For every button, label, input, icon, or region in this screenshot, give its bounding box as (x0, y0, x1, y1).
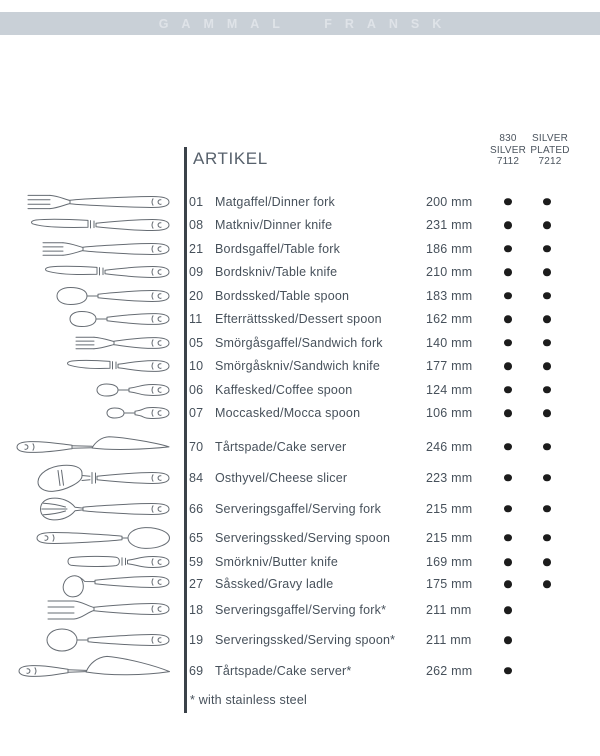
article-number: 20 (189, 288, 204, 303)
cell-silver-plated (535, 222, 559, 230)
colhead-line: PLATED (530, 144, 570, 156)
cell-silver-plated (535, 474, 559, 482)
article-length: 124 mm (426, 382, 473, 397)
cell-silver-plated (535, 386, 559, 394)
article-length: 262 mm (426, 663, 473, 678)
article-name: Tårtspade/Cake server (215, 439, 347, 454)
article-length: 211 mm (426, 603, 472, 617)
cake-server-icon (14, 432, 172, 462)
cell-silver-plated (535, 410, 559, 418)
article-name: Smörgåskniv/Sandwich knife (215, 359, 380, 374)
article-number: 65 (189, 530, 204, 545)
cell-silver-plated (535, 443, 559, 451)
availability-dot (504, 474, 512, 482)
article-number: 09 (189, 265, 204, 280)
cell-830-silver (496, 269, 520, 277)
table-row (0, 655, 600, 686)
cutlery-illustration (0, 493, 172, 524)
serving-fork-icon (37, 494, 172, 524)
table-row (0, 355, 600, 379)
cutlery-illustration (0, 655, 172, 686)
availability-dot (543, 580, 551, 588)
article-name: Matgaffel/Dinner fork (215, 194, 335, 209)
article-length: 186 mm (426, 241, 473, 256)
availability-dot (504, 316, 512, 324)
availability-dot (543, 339, 551, 347)
cell-830-silver (496, 292, 520, 300)
availability-dot (504, 580, 512, 588)
colhead-line: SILVER (531, 133, 569, 144)
article-number: 06 (189, 382, 204, 397)
table-row (0, 493, 600, 524)
availability-dot (543, 222, 551, 230)
article-name: Bordssked/Table spoon (215, 288, 350, 303)
article-number: 69 (189, 663, 204, 678)
footnote: * with stainless steel (190, 693, 307, 707)
availability-dot (543, 505, 551, 513)
cell-silver-plated (535, 245, 559, 253)
cell-830-silver (496, 606, 520, 614)
mocca-spoon-icon (104, 398, 172, 428)
article-name: Osthyvel/Cheese slicer (215, 470, 348, 485)
article-length: 175 mm (426, 577, 473, 591)
cell-830-silver (496, 636, 520, 644)
availability-dot (504, 636, 512, 644)
availability-dot (504, 245, 512, 253)
article-number: 21 (189, 241, 204, 256)
table-row (0, 595, 600, 625)
cell-830-silver (496, 316, 520, 324)
article-length: 200 mm (426, 194, 473, 209)
article-number: 84 (189, 470, 204, 485)
article-number: 05 (189, 335, 204, 350)
article-name: Moccasked/Mocca spoon (215, 406, 361, 421)
article-name: Smörkniv/Butter knife (215, 555, 338, 569)
article-length: 210 mm (426, 265, 473, 280)
article-number: 59 (189, 555, 204, 569)
availability-dot (543, 316, 551, 324)
cell-silver-plated (535, 580, 559, 588)
table-row (0, 625, 600, 655)
availability-dot (504, 410, 512, 418)
cell-830-silver (496, 245, 520, 253)
article-name: Smörgåsgaffel/Sandwich fork (215, 335, 383, 350)
cell-830-silver (496, 474, 520, 482)
availability-dot (504, 363, 512, 371)
cake-server-steel-icon (16, 653, 172, 689)
colhead-line: 830 (499, 133, 517, 144)
availability-dot (543, 198, 551, 206)
cell-830-silver (496, 534, 520, 542)
cell-silver-plated (535, 316, 559, 324)
availability-dot (543, 386, 551, 394)
table-row (0, 402, 600, 426)
article-length: 169 mm (426, 555, 473, 569)
article-number: 70 (189, 439, 204, 454)
availability-dot (543, 292, 551, 300)
cutlery-illustration (0, 595, 172, 625)
rows (0, 190, 600, 686)
availability-dot (543, 363, 551, 371)
cell-silver-plated (535, 198, 559, 206)
availability-dot (543, 443, 551, 451)
article-number: 01 (189, 194, 204, 209)
cell-silver-plated (535, 339, 559, 347)
artikel-column-header: ARTIKEL (193, 149, 268, 168)
availability-dot (504, 292, 512, 300)
availability-dot (504, 269, 512, 277)
article-number: 07 (189, 406, 204, 421)
brand-band (0, 12, 600, 35)
article-name: Efterrättssked/Dessert spoon (215, 312, 382, 327)
cell-830-silver (496, 667, 520, 675)
availability-dot (504, 222, 512, 230)
table-row (0, 378, 600, 402)
colhead-line: 7112 (496, 156, 520, 167)
cell-830-silver (496, 339, 520, 347)
article-name: Såssked/Gravy ladle (215, 577, 334, 591)
article-name: Matkniv/Dinner knife (215, 218, 333, 233)
pattern-title: GAMMAL FRANSK (158, 16, 455, 31)
table-row (0, 462, 600, 493)
cell-silver-plated (535, 269, 559, 277)
article-length: 215 mm (426, 530, 473, 545)
cutlery-illustration (0, 402, 172, 426)
cell-830-silver (496, 443, 520, 451)
article-name: Bordsgaffel/Table fork (215, 241, 341, 256)
serving-fork-steel-icon (44, 594, 172, 626)
cell-silver-plated (535, 558, 559, 566)
article-number: 66 (189, 501, 204, 516)
availability-dot (543, 269, 551, 277)
colhead-line: SILVER (489, 144, 527, 156)
availability-dot (504, 198, 512, 206)
article-number: 08 (189, 218, 204, 233)
article-name: Bordskniv/Table knife (215, 265, 338, 280)
cell-830-silver (496, 505, 520, 513)
availability-dot (504, 667, 512, 675)
table-row (0, 431, 600, 462)
availability-dot (543, 245, 551, 253)
cutlery-illustration (0, 573, 172, 595)
article-name: Serveringsgaffel/Serving fork* (215, 603, 387, 617)
availability-dot (543, 534, 551, 542)
cell-830-silver (496, 222, 520, 230)
article-length: 140 mm (426, 335, 473, 350)
article-length: 246 mm (426, 439, 473, 454)
cell-silver-plated (535, 292, 559, 300)
cheese-slicer-icon (34, 461, 172, 495)
cell-830-silver (496, 386, 520, 394)
cell-silver-plated (535, 534, 559, 542)
article-number: 10 (189, 359, 204, 374)
article-length: 177 mm (426, 359, 473, 374)
serving-spoon-steel-icon (44, 624, 172, 656)
article-length: 183 mm (426, 288, 473, 303)
availability-dot (543, 558, 551, 566)
article-name: Tårtspade/Cake server* (215, 663, 352, 678)
cell-silver-plated (535, 505, 559, 513)
article-length: 162 mm (426, 312, 473, 327)
colhead-line: 7212 (538, 156, 562, 167)
cell-830-silver (496, 558, 520, 566)
cutlery-illustration (0, 625, 172, 655)
column-header-silver-plated (524, 133, 576, 168)
article-number: 27 (189, 577, 204, 591)
article-name: Serveringsgaffel/Serving fork (215, 501, 382, 516)
article-length: 106 mm (426, 406, 473, 421)
availability-dot (504, 443, 512, 451)
cutlery-illustration (0, 431, 172, 462)
cell-830-silver (496, 198, 520, 206)
cell-830-silver (496, 363, 520, 371)
article-name: Serveringssked/Serving spoon (215, 530, 391, 545)
cell-830-silver (496, 410, 520, 418)
article-length: 215 mm (426, 501, 473, 516)
availability-dot (543, 410, 551, 418)
article-length: 223 mm (426, 470, 473, 485)
availability-dot (543, 474, 551, 482)
availability-dot (504, 386, 512, 394)
availability-dot (504, 339, 512, 347)
table-row (0, 573, 600, 595)
cell-silver-plated (535, 363, 559, 371)
article-number: 11 (189, 312, 203, 327)
article-number: 19 (189, 633, 204, 647)
availability-dot (504, 534, 512, 542)
article-name: Kaffesked/Coffee spoon (215, 382, 353, 397)
article-number: 18 (189, 603, 204, 617)
availability-dot (504, 606, 512, 614)
article-name: Serveringssked/Serving spoon* (215, 633, 396, 647)
cell-830-silver (496, 580, 520, 588)
article-length: 211 mm (426, 633, 472, 647)
availability-dot (504, 558, 512, 566)
article-length: 231 mm (426, 218, 473, 233)
availability-dot (504, 505, 512, 513)
cutlery-illustration (0, 462, 172, 493)
